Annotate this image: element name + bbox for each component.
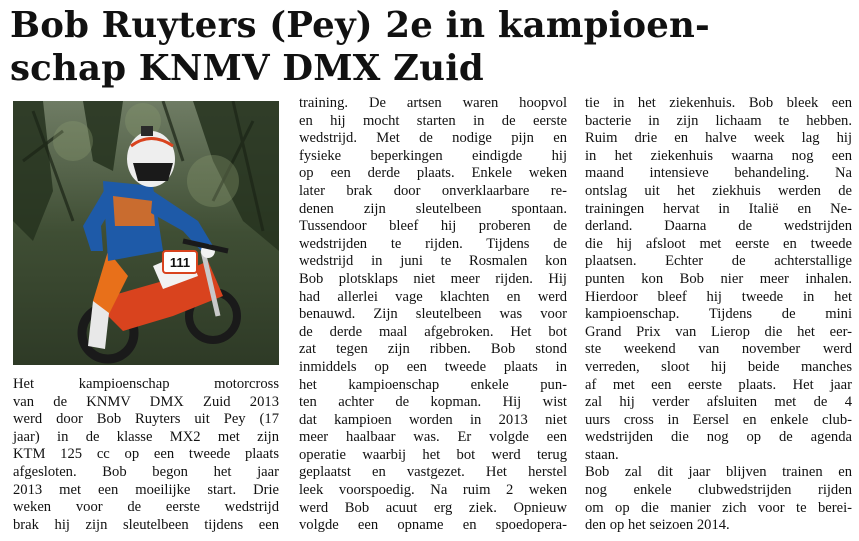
- article-line: Bob zal dit jaar blijven trainen en: [585, 464, 852, 481]
- article-line: in het ziekenhuis waarna nog een: [585, 147, 852, 164]
- article-line: op een derde plaats. Enkele weken: [299, 165, 567, 182]
- article-line: jaar) in de klasse MX2 met zijn: [13, 428, 279, 445]
- article-line: Hierdoor bleef hij tweede in het: [585, 288, 852, 305]
- article-line: uurs cross in Eersel en enkele club-: [585, 411, 852, 428]
- article-paragraph: [585, 464, 852, 534]
- article-column-3: [585, 95, 852, 535]
- article-line: de derde maal afgebroken. Het bot: [299, 323, 567, 340]
- article-line: staan.: [585, 446, 619, 463]
- article-paragraph: [299, 95, 567, 535]
- article-line: leek voorspoedig. Na ruim 2 weken: [299, 482, 567, 499]
- article-column-1: [13, 376, 279, 534]
- article-line: fysieke beperkingen eindigde hij: [299, 147, 567, 164]
- article-line: kampioenschap. Tijdens de mini: [585, 306, 852, 323]
- headline-line-2: schap KNMV DMX Zuid: [10, 48, 484, 89]
- article-line: verreden, sloot hij beide manches: [585, 358, 852, 375]
- article-line: wedstrijden te rijden. Tijdens de: [299, 235, 567, 252]
- article-headline: [10, 4, 855, 90]
- article-line: zal hij verder afsluiten met de 4: [585, 394, 852, 411]
- article-line: Bob plotsklaps niet meer rijden. Hij: [299, 270, 567, 287]
- article-line: punten kon Bob nier meer inhalen.: [585, 270, 852, 287]
- article-line: ten achter de kopman. Hij wist: [299, 394, 567, 411]
- article-paragraph: [585, 95, 852, 464]
- motocross-rider-icon: [13, 101, 279, 365]
- article-line: benauwd. Zijn sleutelbeen was voor: [299, 306, 567, 323]
- article-line: om op die manier zich voor te berei-: [585, 499, 852, 516]
- article-line: Het kampioenschap motorcross: [13, 376, 279, 392]
- article-line: ste weekend van november werd: [585, 341, 852, 358]
- article-line: training. De artsen waren hoopvol: [299, 95, 567, 111]
- article-line: tie in het ziekenhuis. Bob bleek een: [585, 95, 852, 111]
- article-line: geplaatst en vastgezet. Het herstel: [299, 464, 567, 481]
- article-line: denen zijn sleutelbeen spontaan.: [299, 200, 567, 217]
- article-line: 2013 met een moeilijke start. Drie: [13, 481, 279, 498]
- motocross-photo: [13, 101, 279, 365]
- article-line: inmiddels op een tweede plaats in: [299, 358, 567, 375]
- article-line: Grand Prix van Lierop die het eer-: [585, 323, 852, 340]
- article-line: dat kampioen worden in 2013 niet: [299, 411, 567, 428]
- article-line: meer haalbaar was. Er volgde een: [299, 429, 567, 446]
- article-line: Tussendoor bleef hij proberen de: [299, 218, 567, 235]
- article-line: maand intensieve behandeling. Na: [585, 165, 852, 182]
- article-line: wedstrijd in juni te Rosmalen kon: [299, 253, 567, 270]
- article-line: derland. Daarna de wedstrijden: [585, 218, 852, 235]
- article-line: den op het seizoen 2014.: [585, 517, 730, 534]
- article-paragraph: [13, 376, 279, 534]
- article-line: wedstrijd. Met de nodige pijn en: [299, 130, 567, 147]
- article-line: zat tegen zijn ribben. Bob stond: [299, 341, 567, 358]
- article-line: werd door Bob Ruyters uit Pey (17: [13, 411, 279, 428]
- article-line: weken voor de eerste wedstrijd: [13, 499, 279, 516]
- article-line: bacterie in zijn lichaam te hebben.: [585, 112, 852, 129]
- number-plate-text: 111: [169, 255, 191, 270]
- article-line: Ruim drie en halve week lag hij: [585, 130, 852, 147]
- article-line: wedstrijden die nog op de agenda: [585, 429, 852, 446]
- article-line: en hij mocht starten in de eerste: [299, 112, 567, 129]
- article-line: afgesloten. Bob begon het jaar: [13, 463, 279, 480]
- article-line: operatie waarbij het bot werd terug: [299, 446, 567, 463]
- article-line: die hij afsloot met eerste en tweede: [585, 235, 852, 252]
- article-line: volgde een opname en spoedopera-: [299, 517, 567, 534]
- article-line: het kampioenschap enkele pun-: [299, 376, 567, 393]
- article-line: plaatsen. Echter de achterstallige: [585, 253, 852, 270]
- article-line: KTM 125 cc op een tweede plaats: [13, 446, 279, 463]
- article-line: later brak door onverklaarbare re-: [299, 182, 567, 199]
- article-column-2: [299, 95, 567, 535]
- article-line: had allerlei vage klachten en werd: [299, 288, 567, 305]
- article-line: af met een eerste plaats. Het jaar: [585, 376, 852, 393]
- article-line: brak hij zijn sleutelbeen tijdens een: [13, 516, 279, 533]
- article-line: werd Bob acuut erg ziek. Opnieuw: [299, 499, 567, 516]
- article-line: trainingen hervat in Italië en Ne-: [585, 200, 852, 217]
- article-line: van de KNMV DMX Zuid 2013: [13, 393, 279, 410]
- article-line: ontslag uit het ziekhuis werden de: [585, 182, 852, 199]
- headline-line-1: Bob Ruyters (Pey) 2e in kampioen-: [10, 5, 710, 46]
- article-line: nog enkele clubwedstrijden rijden: [585, 482, 852, 499]
